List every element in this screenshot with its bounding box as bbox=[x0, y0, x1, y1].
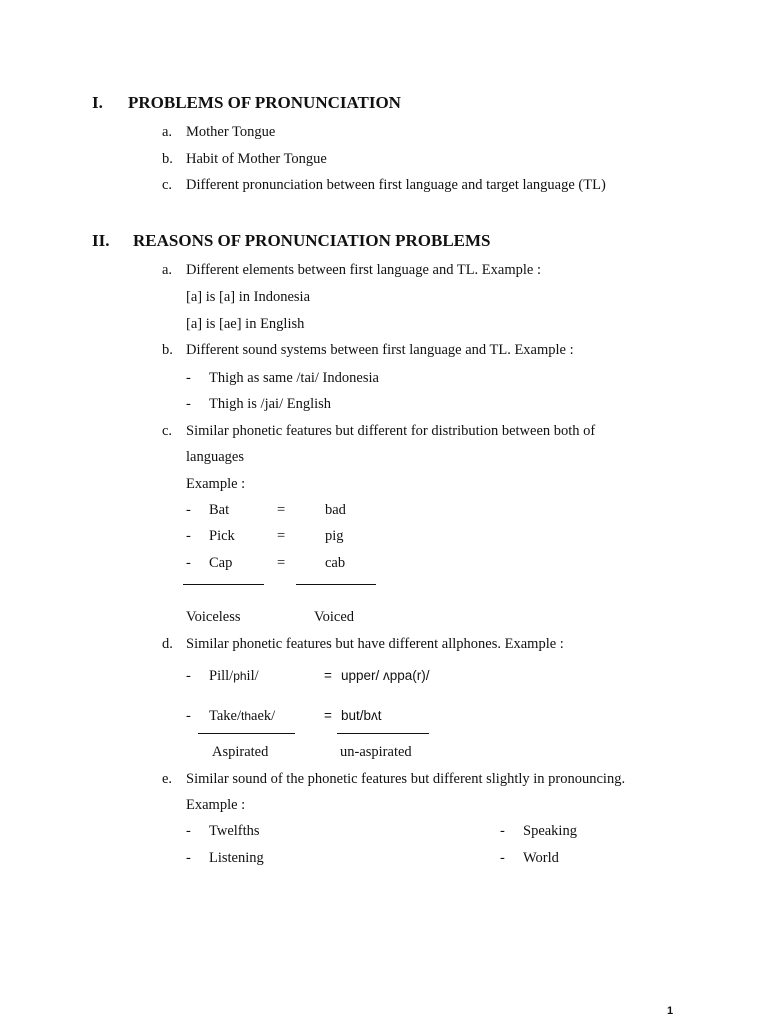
row-right: upper/ ʌppa(r)/ bbox=[341, 668, 430, 683]
list-marker: a. bbox=[162, 262, 173, 278]
row-right: but/bʌt bbox=[341, 708, 382, 723]
caption-voiced: Voiced bbox=[314, 609, 355, 625]
bullet-dash: - bbox=[500, 850, 505, 866]
list-item: Similar phonetic features but have different allphones. Example : bbox=[186, 636, 564, 652]
example-label: Example : bbox=[186, 476, 246, 492]
row-equals: = bbox=[324, 708, 332, 723]
example-line: [a] is [a] in Indonesia bbox=[186, 289, 311, 305]
row-equals: = bbox=[324, 668, 332, 683]
caption-unaspirated: un-aspirated bbox=[340, 744, 412, 760]
bullet-text: Thigh is /jai/ English bbox=[209, 396, 332, 412]
bullet-dash: - bbox=[186, 823, 191, 839]
row-equals: = bbox=[277, 502, 286, 518]
row-left-rest: il/ bbox=[246, 668, 259, 684]
page-number: 1 bbox=[667, 1005, 674, 1017]
row-dash: - bbox=[186, 668, 191, 684]
list-marker: d. bbox=[162, 636, 173, 652]
bullet-dash: - bbox=[186, 370, 191, 386]
row-left-word: Take/ bbox=[209, 708, 241, 724]
underline-unaspirated bbox=[337, 733, 429, 734]
row-left-rest: aek/ bbox=[251, 708, 276, 724]
phonetic-aspirated: th bbox=[241, 709, 252, 723]
list-item: Different pronunciation between first language and target language (TL) bbox=[186, 177, 606, 193]
list-marker: b. bbox=[162, 342, 173, 358]
bullet-dash: - bbox=[186, 850, 191, 866]
example-label: Example : bbox=[186, 797, 246, 813]
caption-aspirated: Aspirated bbox=[212, 744, 269, 760]
row-dash: - bbox=[186, 502, 191, 518]
row-right: pig bbox=[325, 528, 344, 544]
section-1-title: PROBLEMS OF PRONUNCIATION bbox=[128, 93, 401, 112]
bullet-text: World bbox=[523, 850, 559, 866]
underline-voiceless bbox=[183, 584, 264, 585]
row-right: bad bbox=[325, 502, 346, 518]
row-right: cab bbox=[325, 555, 346, 571]
list-marker: c. bbox=[162, 423, 173, 439]
list-item: Similar sound of the phonetic features but different slightly in pronouncing. bbox=[186, 771, 626, 787]
list-marker: a. bbox=[162, 124, 173, 140]
list-marker: e. bbox=[162, 771, 173, 787]
section-2-number: II. bbox=[92, 231, 110, 250]
phonetic-aspirated: ph bbox=[233, 669, 247, 683]
bullet-text: Listening bbox=[209, 850, 264, 866]
list-marker: c. bbox=[162, 177, 173, 193]
bullet-text: Speaking bbox=[523, 823, 577, 839]
list-item-continuation: languages bbox=[186, 449, 244, 465]
row-left bbox=[209, 708, 275, 725]
row-dash: - bbox=[186, 708, 191, 724]
list-item: Different sound systems between first language and TL. Example : bbox=[186, 342, 574, 358]
bullet-dash: - bbox=[500, 823, 505, 839]
caption-voiceless: Voiceless bbox=[186, 609, 241, 625]
row-left-word: Pill/ bbox=[209, 668, 234, 684]
section-1-number: I. bbox=[92, 93, 103, 112]
underline-aspirated bbox=[198, 733, 295, 734]
list-item: Habit of Mother Tongue bbox=[186, 151, 327, 167]
row-left: Pick bbox=[209, 528, 235, 544]
row-dash: - bbox=[186, 555, 191, 571]
row-left: Bat bbox=[209, 502, 230, 518]
list-item: Mother Tongue bbox=[186, 124, 276, 140]
list-item: Different elements between first language and TL. Example : bbox=[186, 262, 541, 278]
section-2-title: REASONS OF PRONUNCIATION PROBLEMS bbox=[133, 231, 491, 250]
row-equals: = bbox=[277, 528, 286, 544]
row-left: Cap bbox=[209, 555, 233, 571]
list-marker: b. bbox=[162, 151, 173, 167]
row-dash: - bbox=[186, 528, 191, 544]
row-equals: = bbox=[277, 555, 286, 571]
bullet-dash: - bbox=[186, 396, 191, 412]
underline-voiced bbox=[296, 584, 376, 585]
row-left bbox=[209, 668, 259, 685]
bullet-text: Twelfths bbox=[209, 823, 260, 839]
example-line: [a] is [ae] in English bbox=[186, 316, 305, 332]
list-item: Similar phonetic features but different for distribution between both of bbox=[186, 423, 596, 439]
bullet-text: Thigh as same /tai/ Indonesia bbox=[209, 370, 379, 386]
